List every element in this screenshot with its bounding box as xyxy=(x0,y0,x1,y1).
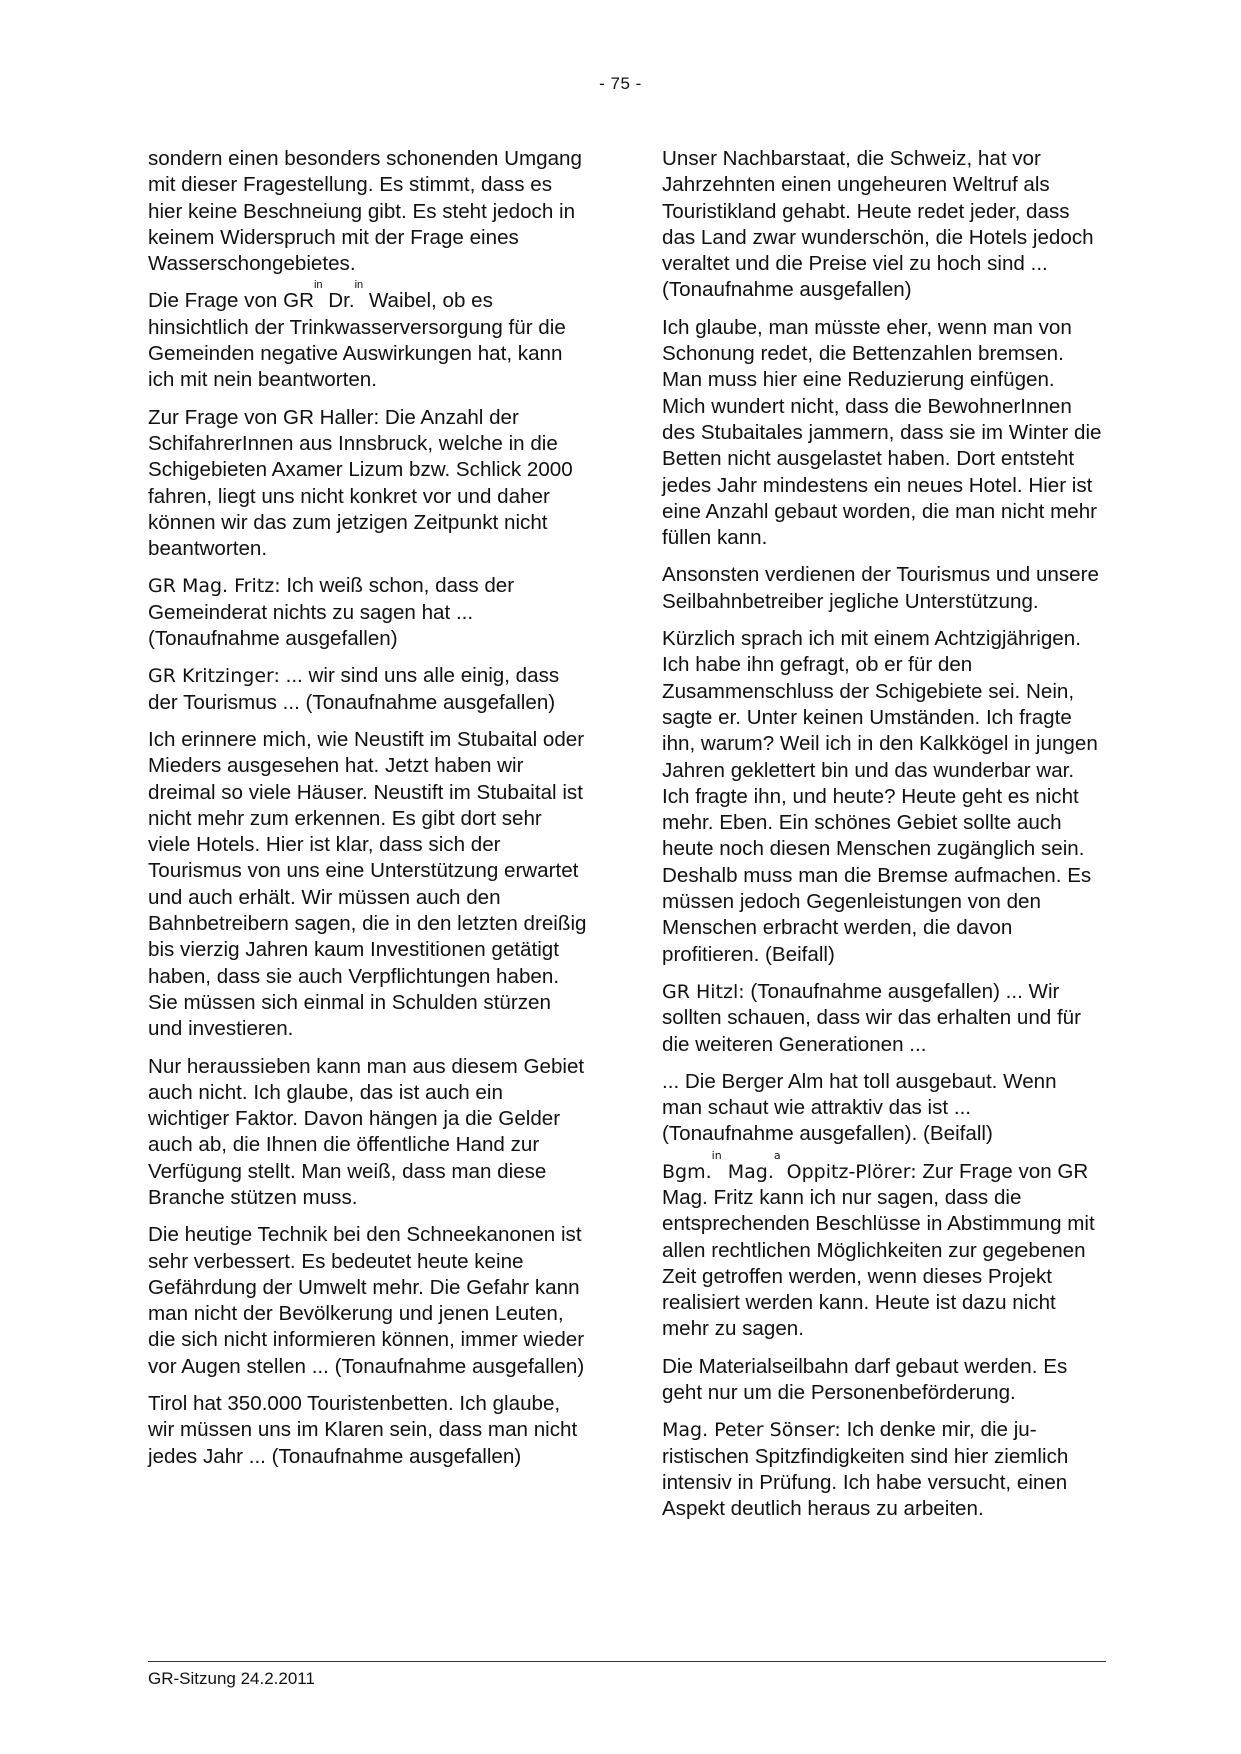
speaker-name: GR Hitzl: xyxy=(662,980,745,1003)
left-column xyxy=(148,146,588,1481)
speaker-name: Bgm.$^{in}$ Mag.$^a$ Oppitz-Plörer: xyxy=(662,1148,917,1183)
paragraph: sondern einen besonders schonenden Umgang mit dieser Fragestellung. Es stimmt, dass es hier keine Beschneiung gibt. Es steht jedoch in keinem Widerspruch mit der Frage eines Wasserschongebietes. xyxy=(148,147,582,276)
paragraph: Unser Nachbarstaat, die Schweiz, hat vor Jahrzehnten einen ungeheuren Weltruf als Touristikland gehabt. Heute redet jeder, dass das Land zwar wunderschön, die Hotels jedoch veraltet und die Preise viel zu hoch sind ... (Tonaufnahme ausgefallen) xyxy=(662,147,1094,302)
speaker-paragraph: GR Kritzinger: ... wir sind uns alle einig, dass der Tourismus ... (Tonaufnahme ausgefallen) xyxy=(148,664,560,714)
speaker-paragraph: GR Hitzl: (Tonaufnahme ausgefallen) ... Wir sollten schauen, dass wir das erhalten und für die weiteren Generationen ... xyxy=(662,979,1081,1056)
speaker-name: GR Mag. Fritz: xyxy=(148,575,281,598)
paragraph: Ansonsten verdienen der Tourismus und unsere Seilbahnbetreiber jegliche Unterstützung. xyxy=(662,563,1099,613)
paragraph: Die heutige Technik bei den Schneekanonen ist sehr verbessert. Es bedeutet heute keine Gefährdung der Umwelt mehr. Die Gefahr kann man nicht der Bevölkerung und jenen Leuten, die sich nicht informieren können, immer wieder vor Augen stellen ... (Tonaufnahme ausgefallen) xyxy=(148,1223,585,1378)
speaker-paragraph: Bgm.$^{in}$ Mag.$^a$ Oppitz-Plörer: Zur Frage von GR Mag. Fritz kann ich nur sagen, dass die entsprechenden Beschlüsse in Abstimmung mit allen rechtlichen Möglichkeiten zur gegebenen Zeit getroffen werden, wenn dieses Projekt realisiert werden kann. Heute ist dazu nicht mehr zu sagen. xyxy=(662,1148,1095,1341)
paragraph: Tirol hat 350.000 Touristenbetten. Ich glaube, wir müssen uns im Klaren sein, dass man nicht jedes Jahr ... (Tonaufnahme ausgefallen) xyxy=(148,1392,578,1468)
paragraph: Die Frage von $GR^{in}$ Dr.$^{in}$ Waibel, ob es hinsichtlich der Trinkwasserversorgung für die Gemeinden negative Auswirkungen hat, kann ich mit nein beantworten. xyxy=(148,279,566,392)
speaker-paragraph: GR Mag. Fritz: Ich weiß schon, dass der Gemeinderat nichts zu sagen hat ... (Tonaufnahme ausgefallen) xyxy=(148,574,515,651)
paragraph: Ich glaube, man müsste eher, wenn man von Schonung redet, die Bettenzahlen bremsen. Man muss hier eine Reduzierung einfügen. Mich wundert nicht, dass die BewohnerInnen des Stubaitales jammern, dass sie im Winter die Betten nicht ausgelastet haben. Dort entsteht jedes Jahr mindestens ein neues Hotel. Hier ist eine Anzahl gebaut worden, die man nicht mehr füllen kann. xyxy=(662,315,1102,550)
paragraph: Die Materialseilbahn darf gebaut werden. Es geht nur um die Personenbeförderung. xyxy=(662,1354,1068,1405)
page-number: - 75 - xyxy=(599,74,642,93)
paragraph: Ich erinnere mich, wie Neustift im Stubaital oder Mieders ausgesehen hat. Jetzt haben wir dreimal so viele Häuser. Neustift im Stubaital ist nicht mehr zum erkennen. Es gibt dort sehr viele Hotels. Hier ist klar, dass sich der Tourismus von uns eine Unterstützung erwartet und auch erhält. Wir müssen auch den Bahnbetreibern sagen, die in den letzten dreißig bis vierzig Jahren kaum Investitionen getätigt haben, dass sie auch Verpflichtungen haben. Sie müssen sich einmal in Schulden stürzen und investieren. xyxy=(148,727,587,1041)
paragraph: ... Die Berger Alm hat toll ausgebaut. Wenn man schaut wie attraktiv das ist ... (Tonaufnahme ausgefallen). (Beifall) xyxy=(662,1069,1057,1146)
footer-divider xyxy=(148,1661,1106,1662)
speaker-name: GR Kritzinger: xyxy=(148,665,280,688)
paragraph: Nur heraussieben kann man aus diesem Gebiet auch nicht. Ich glaube, das ist auch ein wichtiger Faktor. Davon hängen ja die Gelder auch ab, die Ihnen die öffentliche Hand zur Verfügung stellt. Man weiß, dass man diese Branche stützen muss. xyxy=(148,1054,585,1209)
footer-text: GR-Sitzung 24.2.2011 xyxy=(148,1669,315,1688)
speaker-paragraph: Mag. Peter Sönser: Ich denke mir, die juristischen Spitzfindigkeiten sind hier ziemlich intensiv in Prüfung. Ich habe versucht, einen Aspekt deutlich heraus zu arbeiten. xyxy=(662,1418,1069,1521)
paragraph: Zur Frage von GR Haller: Die Anzahl der SchifahrerInnen aus Innsbruck, welche in die Schigebieten Axamer Lizum bzw. Schlick 2000 fahren, liegt uns nicht konkret vor und daher können wir das zum jetzigen Zeitpunkt nicht beantworten. xyxy=(148,405,573,561)
speaker-name: Mag. Peter Sönser: xyxy=(662,1419,841,1442)
paragraph: Kürzlich sprach ich mit einem Achtzigjährigen. Ich habe ihn gefragt, ob er für den Zusammenschluss der Schigebiete sei. Nein, sagte er. Unter keinen Umständen. Ich fragte ihn, warum? Weil ich in den Kalkkögel in jungen Jahren geklettert bin und das wunderbar war. Ich fragte ihn, und heute? Heute geht es nicht mehr. Eben. Ein schönes Gebiet sollte auch heute noch diesen Menschen zugänglich sein. Deshalb muss man die Bremse aufmachen. Es müssen jedoch Gegenleistungen von den Menschen erbracht werden, die davon profitieren. (Beifall) xyxy=(662,627,1098,966)
right-column xyxy=(662,146,1102,1534)
